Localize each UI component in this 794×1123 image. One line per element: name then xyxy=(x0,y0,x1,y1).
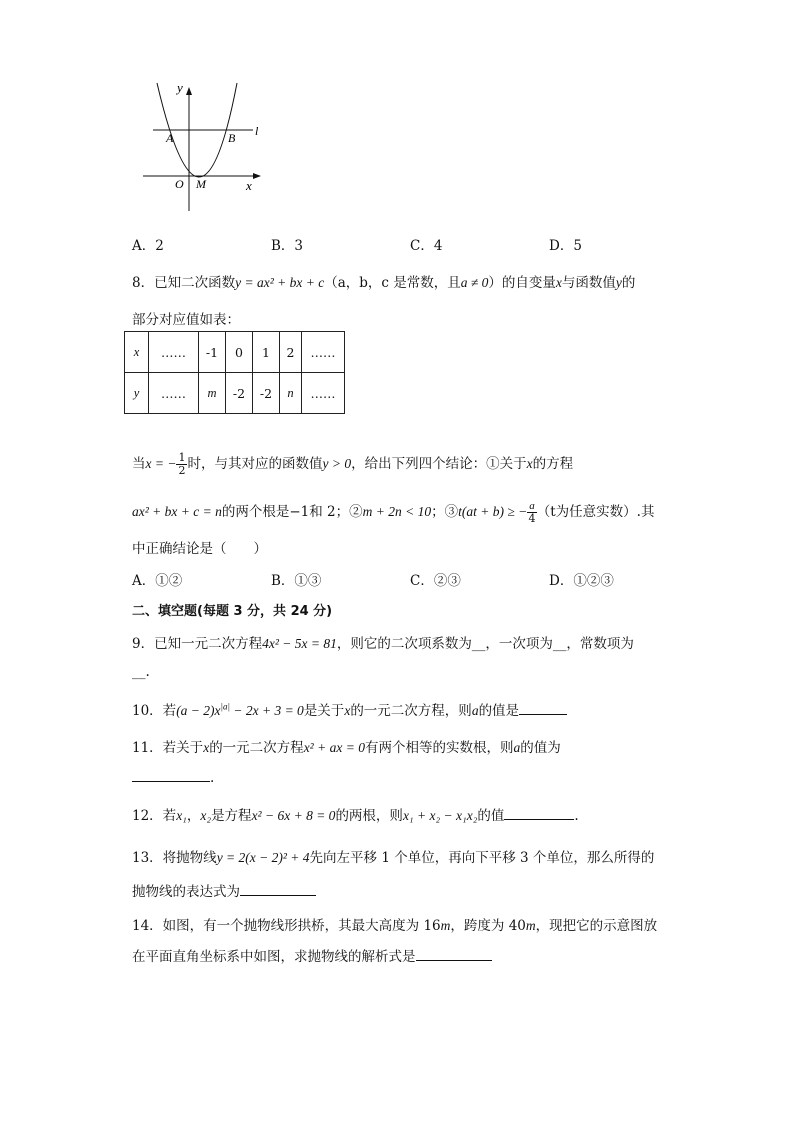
q7-option-d: D．5 xyxy=(549,238,582,254)
q8-option-a: A．①② xyxy=(132,573,183,589)
table-cell: 1 xyxy=(253,332,280,373)
table-row-y xyxy=(125,373,345,414)
q8-line2: 部分对应值如表： xyxy=(132,312,240,328)
table-cell: …… xyxy=(302,373,345,414)
label-M: M xyxy=(196,177,206,191)
table-cell: y xyxy=(125,373,149,414)
q11-line1: 11．若关于x的一元二次方程x² + ax = 0有两个相等的实数根，则a的值为 xyxy=(132,740,561,756)
q8-line3: 当x = − $\frac{1}{2}$ 时，与其对应的函数值y > 0，给出下列四个结论：①关于x的方程 xyxy=(132,451,574,477)
label-y: y xyxy=(177,80,183,95)
q7-option-a: A．2 xyxy=(132,238,164,254)
table-cell: 0 xyxy=(226,332,253,373)
q8-line4: ax² + bx + c = n的两个根是−1和 2；②m + 2n < 10；③t(at + b) ≥ − $\frac{a}{4}$ （t为任意实数）.其 xyxy=(132,500,655,525)
q7-option-b: B．3 xyxy=(271,238,304,254)
label-O: O xyxy=(175,177,184,191)
q10-line: 10．若$(a - 2)x^{|a|} - 2x + 3 = 0$是关于x的一元二次方程，则a的值是 xyxy=(132,699,567,719)
answer-blank xyxy=(132,767,210,782)
table-cell: m xyxy=(199,373,226,414)
table-cell: …… xyxy=(149,332,199,373)
table-cell: -2 xyxy=(226,373,253,414)
label-B: B xyxy=(228,131,236,145)
parabola-figure xyxy=(135,75,270,215)
q9-line1: 9．已知一元二次方程4x² − 5x = 81，则它的二次项系数为__，一次项为__，常数项为 xyxy=(132,636,634,652)
q8-line1: 8．已知二次函数y = ax² + bx + c（a，b，c 是常数，且a ≠ 0）的自变量x与函数值y的 xyxy=(132,275,636,291)
table-cell: -2 xyxy=(253,373,280,414)
table-row-x xyxy=(125,332,345,373)
fraction-half: $\frac{1}{2}$ xyxy=(178,451,186,477)
table-cell: …… xyxy=(149,373,199,414)
q8-option-c: C．②③ xyxy=(410,573,461,589)
answer-blank xyxy=(504,805,574,820)
fraction-a-over-4: $\frac{a}{4}$ xyxy=(528,500,536,525)
y-axis-arrow xyxy=(186,87,192,95)
table-cell: x xyxy=(125,332,149,373)
answer-blank xyxy=(519,700,567,715)
label-A: A xyxy=(166,131,174,145)
table-cell: -1 xyxy=(199,332,226,373)
answer-blank xyxy=(240,881,316,896)
section-heading: 二、填空题(每题 3 分，共 24 分) xyxy=(132,604,333,619)
table-cell: 2 xyxy=(280,332,302,373)
label-l: l xyxy=(255,124,259,138)
q9-line2: __. xyxy=(132,664,150,680)
x-axis-arrow xyxy=(253,173,261,179)
q11-line2: . xyxy=(132,767,214,786)
q14-line1: 14．如图，有一个抛物线形拱桥，其最大高度为 16m，跨度为 40m，现把它的示意图放 xyxy=(132,918,658,934)
q8-option-d: D．①②③ xyxy=(549,573,614,589)
q7-option-c: C．4 xyxy=(410,238,443,254)
q13-line1: 13．将抛物线y = 2(x − 2)² + 4先向左平移 1 个单位，再向下平移 3 个单位，那么所得的 xyxy=(132,850,655,866)
q12-line: 12．若x₁，x₂是方程x² − 6x + 8 = 0的两根，则x₁ + x₂ − x₁x₂的值 . xyxy=(132,804,579,824)
label-x: x xyxy=(246,178,252,193)
q13-line2: 抛物线的表达式为 xyxy=(132,880,316,900)
q8-line5: 中正确结论是（ ） xyxy=(132,541,267,557)
table-cell: n xyxy=(280,373,302,414)
value-table xyxy=(124,331,345,414)
q14-line2: 在平面直角坐标系中如图，求抛物线的解析式是 xyxy=(132,945,492,965)
q8-option-b: B．①③ xyxy=(271,573,322,589)
table-cell: …… xyxy=(302,332,345,373)
answer-blank xyxy=(416,946,492,961)
